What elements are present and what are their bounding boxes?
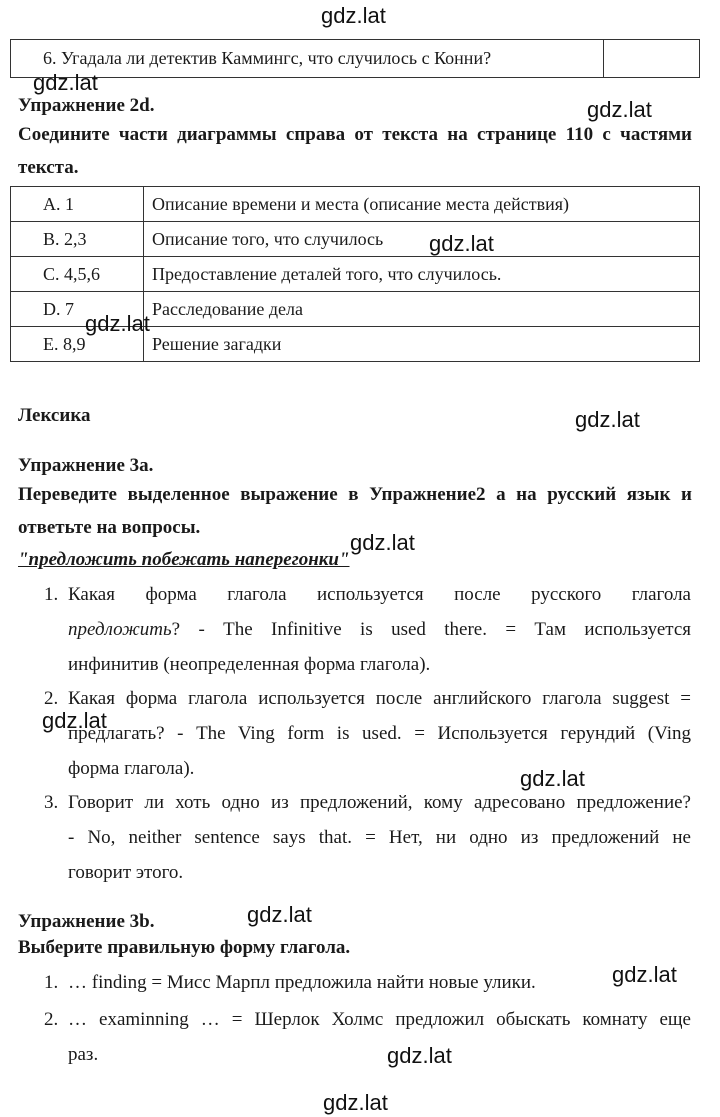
answer-item-2	[68, 681, 691, 786]
part-cell: D. 7	[11, 292, 144, 327]
item-number: 3.	[44, 792, 59, 813]
watermark: gdz.lat	[321, 3, 386, 28]
desc-cell: Описание того, что случилось	[144, 222, 700, 257]
ex2d-task-line2: текста.	[18, 157, 79, 178]
item-line: форма глагола).	[68, 758, 195, 779]
item-line: Говорит ли хоть одно из предложений, кому адресовано предложение?	[68, 792, 691, 813]
part-cell: C. 4,5,6	[11, 257, 144, 292]
ex2d-title: Упражнение 2d.	[18, 95, 155, 116]
russian-verb: предложить	[68, 619, 172, 640]
watermark: gdz.lat	[323, 1090, 388, 1115]
item-line: предлагать? - The Ving form is used. = Используется герундий (Ving	[68, 723, 691, 744]
ex2d-task-line1: Соедините части диаграммы справа от текста на странице 110 с частями	[18, 124, 692, 145]
item-number: 2.	[44, 688, 59, 709]
ex3b-title: Упражнение 3b.	[18, 911, 155, 932]
ex3a-title: Упражнение 3a.	[18, 455, 154, 476]
item-line: инфинитив (неопределенная форма глагола).	[68, 654, 431, 675]
item-line: раз.	[68, 1044, 99, 1065]
watermark: gdz.lat	[33, 70, 98, 95]
watermark: gdz.lat	[42, 708, 107, 733]
table-row	[11, 187, 700, 222]
table-row	[11, 257, 700, 292]
answer-item-1	[68, 577, 691, 682]
watermark: gdz.lat	[387, 1043, 452, 1068]
section-heading: Лексика	[18, 405, 91, 426]
table-row	[11, 40, 700, 78]
answer-item: … finding = Мисс Марпл предложила найти новые улики.	[68, 972, 536, 993]
item-line: говорит этого.	[68, 862, 184, 883]
watermark: gdz.lat	[429, 231, 494, 256]
question-cell: 6. Угадала ли детектив Каммингс, что случилось с Конни?	[11, 40, 604, 78]
item-line-rest: ? - The Infinitive is used there. = Там используется	[171, 619, 691, 640]
item-line: Какая форма глагола используется после английского глагола suggest =	[68, 688, 691, 709]
item-number: 1.	[44, 584, 59, 605]
highlighted-phrase: "предложить побежать наперегонки"	[18, 549, 350, 570]
part-cell: E. 8,9	[11, 327, 144, 362]
answer-item-3	[68, 785, 691, 890]
watermark: gdz.lat	[612, 962, 677, 987]
item-line: - No, neither sentence says that. = Нет, ни одно из предложений не	[68, 827, 691, 848]
watermark: gdz.lat	[575, 407, 640, 432]
item-line: Какая форма глагола используется после русского глагола	[68, 584, 691, 605]
desc-cell: Расследование дела	[144, 292, 700, 327]
desc-cell: Предоставление деталей того, что случилось.	[144, 257, 700, 292]
top-table	[10, 39, 700, 78]
watermark: gdz.lat	[587, 97, 652, 122]
item-line: … examinning … = Шерлок Холмс предложил обыскать комнату еще	[68, 1009, 691, 1030]
answer-cell	[604, 40, 700, 78]
ex3b-task: Выберите правильную форму глагола.	[18, 937, 351, 958]
part-cell: A. 1	[11, 187, 144, 222]
item-number: 2.	[44, 1009, 59, 1030]
watermark: gdz.lat	[85, 311, 150, 336]
ex3a-task-line2: ответьте на вопросы.	[18, 517, 201, 538]
item-number: 1.	[44, 972, 59, 993]
watermark: gdz.lat	[520, 766, 585, 791]
watermark: gdz.lat	[350, 530, 415, 555]
table-row	[11, 222, 700, 257]
item-line	[68, 612, 691, 647]
part-cell: B. 2,3	[11, 222, 144, 257]
desc-cell: Описание времени и места (описание места действия)	[144, 187, 700, 222]
watermark: gdz.lat	[247, 902, 312, 927]
ex3a-task-line1: Переведите выделенное выражение в Упражнение2 а на русский язык и	[18, 484, 692, 505]
answer-item	[68, 1002, 691, 1072]
desc-cell: Решение загадки	[144, 327, 700, 362]
